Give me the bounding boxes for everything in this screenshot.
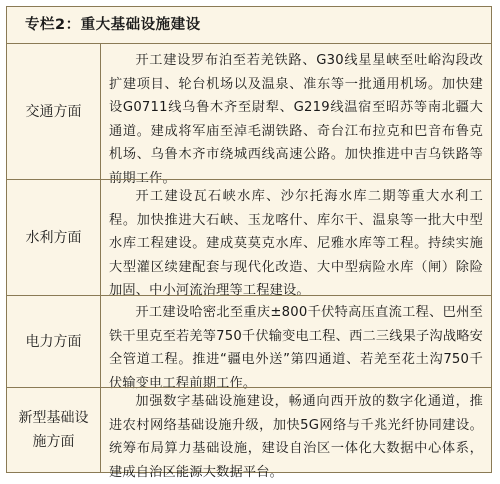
table-row-new-infrastructure (7, 387, 491, 480)
category-cell: 新型基础设施方面 (7, 388, 101, 472)
description-cell: 加强数字基础设施建设，畅通向西开放的数字化通道，推进农村网络基础设施升级，加快5G网络与千兆光纤协同建设。统筹布局算力基础设施，建设自治区一体化大数据中心体系，建成自治区能源大数据平台。 (109, 394, 483, 480)
table-row-water (7, 179, 491, 299)
category-cell: 电力方面 (7, 296, 101, 387)
description-cell: 开工建设瓦石峡水库、沙尔托海水库二期等重大水利工程。加快推进大石峡、玉龙喀什、库尔干、温泉等一批大中型水库工程建设。建成莫莫克水库、尼雅水库等工程。持续实施大型灌区续建配套与现代化改造、大中型病险水库（闸）除险加固、中小河流治理等工程建设。 (109, 189, 483, 299)
table-row-power (7, 295, 491, 391)
special-column-box (6, 6, 492, 480)
table-row-transport (7, 43, 491, 186)
category-cell: 水利方面 (7, 180, 101, 295)
category-cell: 交通方面 (7, 44, 101, 179)
column-title: 专栏2：重大基础设施建设 (25, 17, 201, 33)
description-cell: 开工建设哈密北至重庆±800千伏特高压直流工程、巴州至铁干里克至若羌等750千伏输变电工程、西二三线果子沟战略安全管道工程。推进“疆电外送”第四通道、若羌至花土沟750千伏输变电工程前期工作。 (109, 305, 483, 391)
description-cell: 开工建设罗布泊至若羌铁路、G30线星星峡至吐峪沟段改扩建项目、轮台机场以及温泉、准东等一批通用机场。加快建设G0711线乌鲁木齐至尉犁、G219线温宿至昭苏等南北疆大通道。建成将军庙至淖毛湖铁路、奇台江布拉克和巴音布鲁克机场、乌鲁木齐市绕城西线高速公路。加快推进中吉乌铁路等前期工作。 (109, 53, 483, 186)
